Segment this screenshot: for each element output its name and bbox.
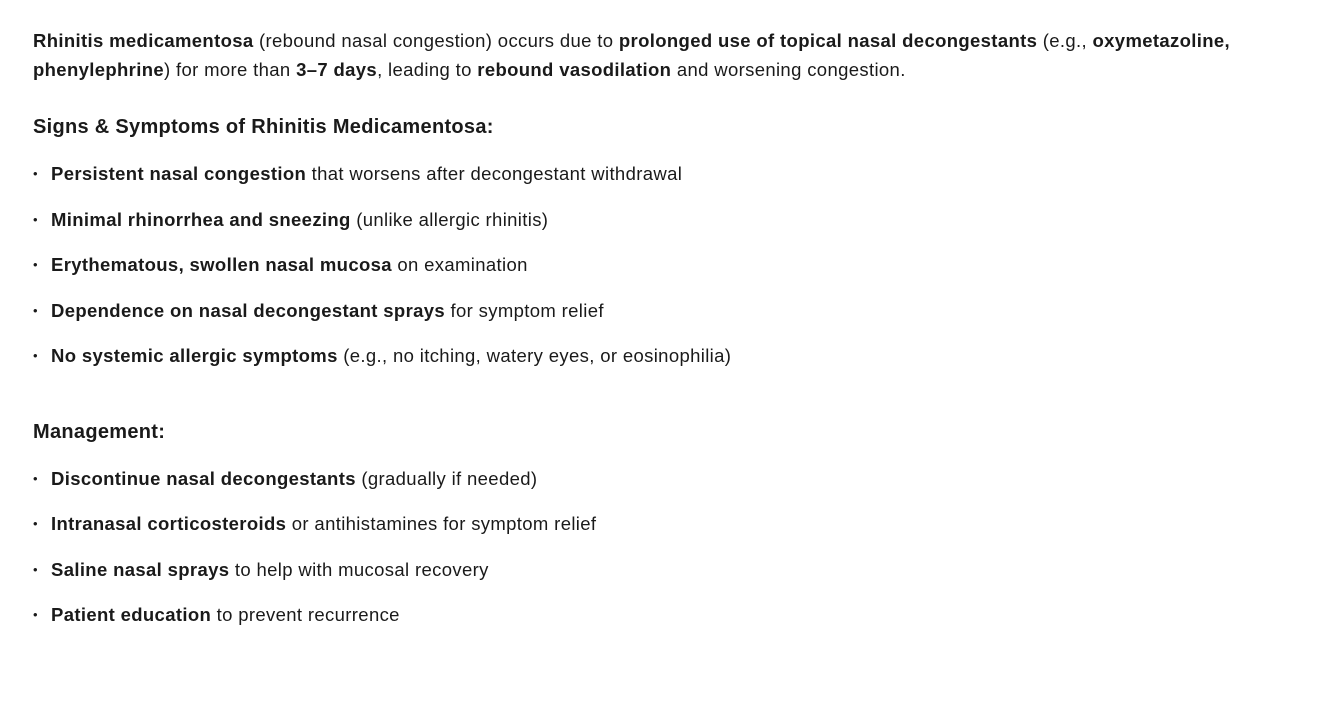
item-bold: Dependence on nasal decongestant sprays bbox=[51, 299, 446, 321]
list-item bbox=[33, 511, 1318, 557]
intro-cause: prolonged use of topical nasal decongestants bbox=[618, 30, 1038, 51]
intro-paragraph bbox=[33, 26, 1318, 84]
intro-text: ) for more than bbox=[164, 59, 297, 80]
item-text: to prevent recurrence bbox=[211, 604, 400, 625]
list-item bbox=[33, 466, 1318, 512]
intro-text: , leading to bbox=[377, 59, 478, 80]
item-bold: Saline nasal sprays bbox=[51, 558, 230, 580]
item-text: (e.g., no itching, watery eyes, or eosinophilia) bbox=[337, 345, 732, 366]
intro-term: Rhinitis medicamentosa bbox=[33, 30, 254, 51]
item-bold: Minimal rhinorrhea and sneezing bbox=[51, 208, 351, 230]
item-text: (gradually if needed) bbox=[355, 467, 538, 489]
list-item bbox=[33, 343, 1318, 389]
signs-list bbox=[33, 161, 1318, 389]
item-text: that worsens after decongestant withdrawal bbox=[306, 163, 683, 184]
bullet: • bbox=[33, 166, 38, 181]
bullet: • bbox=[33, 561, 38, 577]
intro-duration: 3–7 days bbox=[296, 59, 378, 80]
list-item bbox=[33, 252, 1318, 298]
bullet: • bbox=[33, 211, 38, 227]
bullet: • bbox=[33, 516, 38, 531]
list-item bbox=[33, 207, 1318, 253]
signs-heading: Signs & Symptoms of Rhinitis Medicamentosa: bbox=[33, 116, 494, 138]
intro-drugs: oxymetazoline, phenylephrine bbox=[33, 30, 1231, 80]
item-bold: Persistent nasal congestion bbox=[51, 163, 307, 184]
management-list bbox=[33, 466, 1318, 648]
intro-text: (e.g., bbox=[1037, 30, 1093, 51]
item-bold: Erythematous, swollen nasal mucosa bbox=[51, 254, 392, 275]
item-text: for symptom relief bbox=[445, 299, 604, 321]
item-text: to help with mucosal recovery bbox=[229, 558, 489, 580]
item-bold: Discontinue nasal decongestants bbox=[51, 467, 356, 489]
item-text: or antihistamines for symptom relief bbox=[286, 513, 597, 534]
item-bold: No systemic allergic symptoms bbox=[51, 345, 338, 366]
list-item bbox=[33, 602, 1318, 648]
intro-mechanism: rebound vasodilation bbox=[477, 59, 672, 80]
bullet: • bbox=[33, 302, 38, 318]
intro-text: (rebound nasal congestion) occurs due to bbox=[253, 30, 619, 51]
document-content bbox=[33, 26, 1318, 648]
intro-text: and worsening congestion. bbox=[671, 59, 906, 80]
list-item bbox=[33, 557, 1318, 603]
item-text: on examination bbox=[391, 254, 528, 275]
item-text: (unlike allergic rhinitis) bbox=[350, 208, 549, 230]
item-bold: Intranasal corticosteroids bbox=[51, 513, 287, 534]
list-item bbox=[33, 161, 1318, 207]
item-bold: Patient education bbox=[51, 604, 212, 625]
list-item bbox=[33, 298, 1318, 344]
management-heading: Management: bbox=[33, 420, 166, 443]
bullet: • bbox=[33, 470, 38, 486]
bullet: • bbox=[33, 257, 38, 272]
bullet: • bbox=[33, 607, 38, 622]
bullet: • bbox=[33, 348, 38, 363]
